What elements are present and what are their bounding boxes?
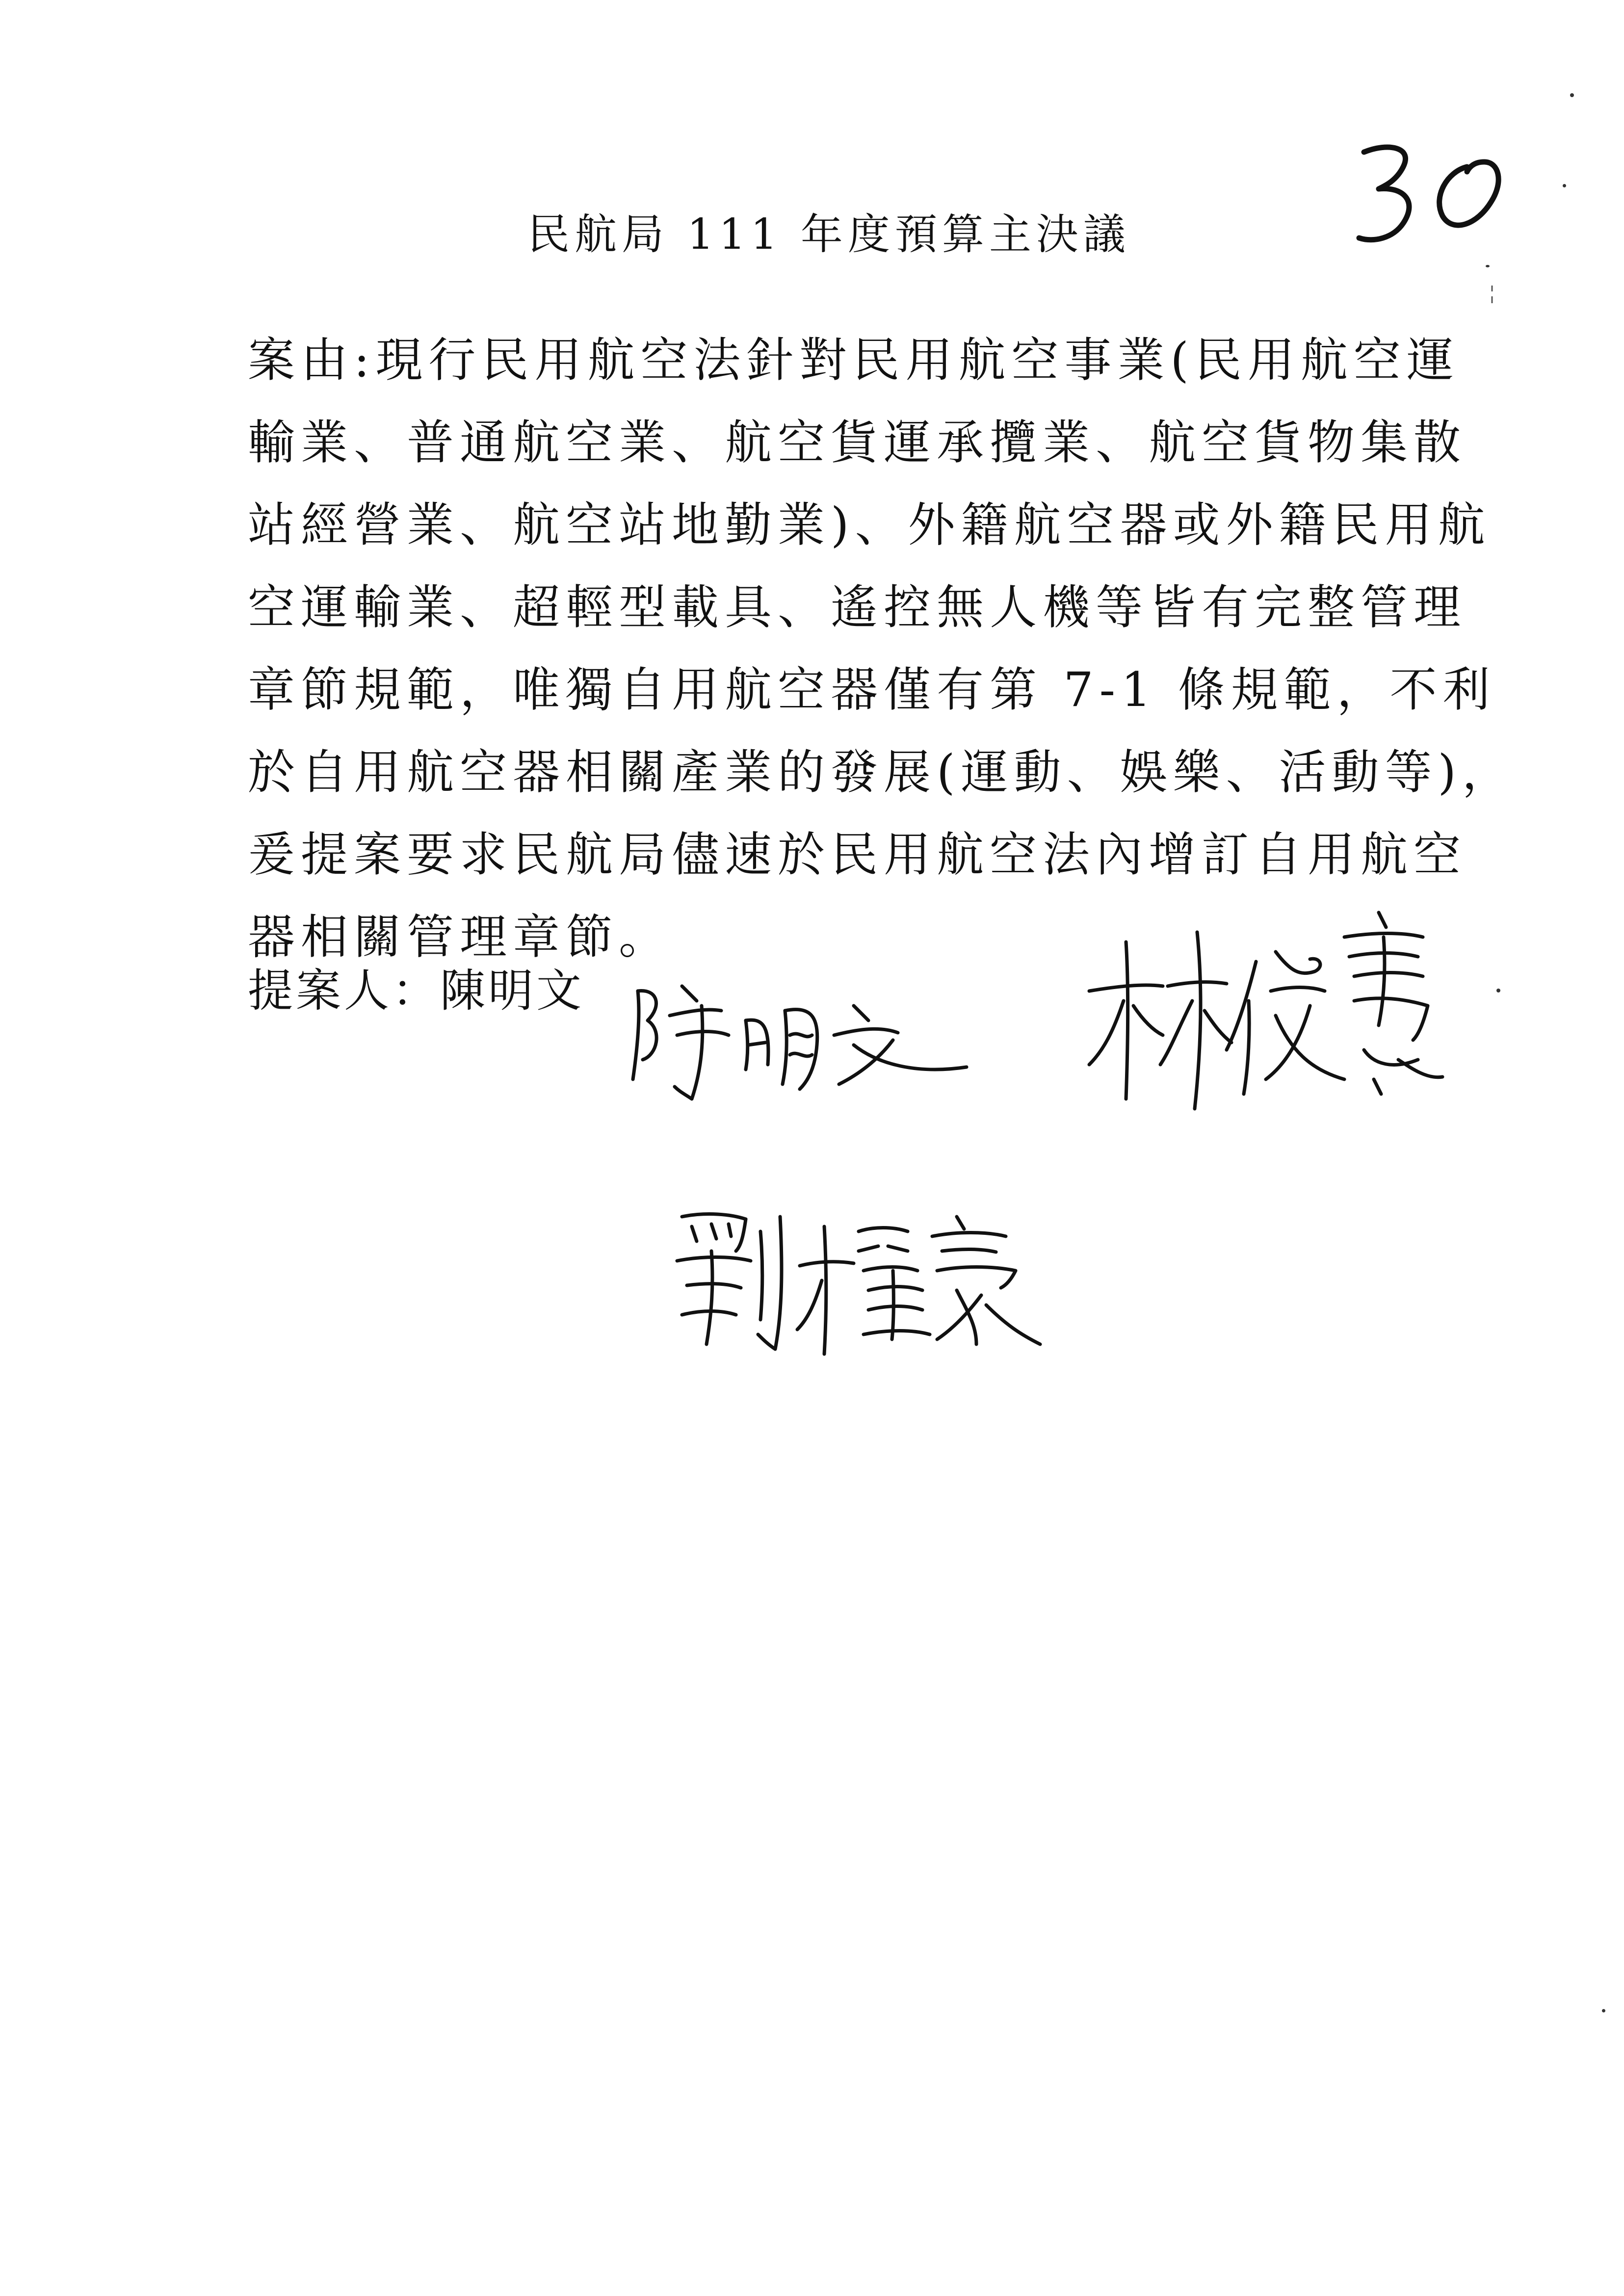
scan-mark-drawing [1490, 285, 1494, 304]
signature-drawing [1079, 903, 1452, 1119]
page-number-drawing [1344, 132, 1521, 260]
body-line: 於自用航空器相關產業的發展(運動、娛樂、活動等)， [248, 745, 1515, 800]
body-line: 空運輸業、超輕型載具、遙控無人機等皆有完整管理 [248, 580, 1467, 635]
document-title: 民航局 111 年度預算主決議 [527, 210, 1130, 259]
body-line: 案由:現行民用航空法針對民用航空事業(民用航空運 [248, 333, 1460, 388]
scan-speck [1570, 93, 1574, 97]
document-body [248, 319, 1515, 978]
scan-speck [1496, 989, 1500, 992]
scan-speck [1563, 184, 1566, 187]
body-line: 章節規範，唯獨自用航空器僅有第 7-1 條規範，不利 [248, 662, 1496, 717]
signature-2 [1079, 903, 1452, 1119]
signature-1 [623, 962, 976, 1109]
signature-3 [662, 1197, 1045, 1359]
body-line: 站經營業、航空站地勤業)、外籍航空器或外籍民用航 [248, 497, 1491, 552]
proposer-label: 提案人：陳明文 [248, 965, 585, 1017]
scan-speck [1486, 265, 1490, 267]
body-line: 器相關管理章節。 [248, 910, 672, 965]
scan-speck [1602, 2009, 1605, 2012]
signature-drawing [623, 962, 976, 1109]
body-line: 爰提案要求民航局儘速於民用航空法內增訂自用航空 [248, 827, 1467, 882]
signature-drawing [662, 1197, 1045, 1359]
handwritten-page-number [1344, 132, 1521, 260]
scan-edge-mark [1490, 285, 1494, 304]
body-line: 輸業、普通航空業、航空貨運承攬業、航空貨物集散 [248, 415, 1467, 470]
